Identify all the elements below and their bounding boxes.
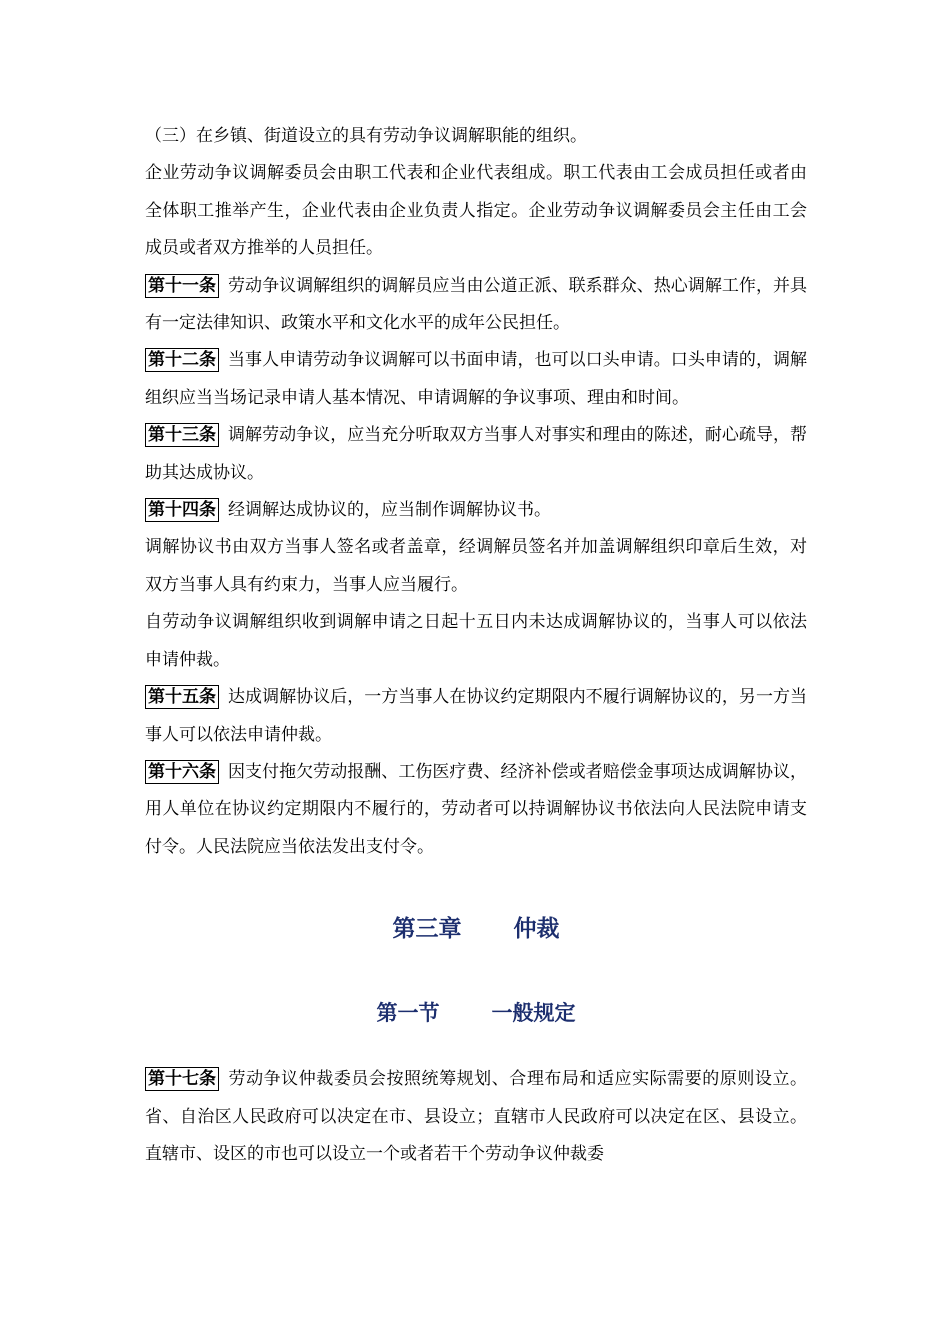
paragraph: 企业劳动争议调解委员会由职工代表和企业代表组成。职工代表由工会成员担任或者由全体职工推举产生，企业代表由企业负责人指定。企业劳动争议调解委员会主任由工会成员或者双方推举的人员担任。 [145, 163, 807, 259]
paragraph: （三）在乡镇、街道设立的具有劳动争议调解职能的组织。 [145, 126, 587, 146]
article-paragraph: 第十四条 经调解达成协议的，应当制作调解协议书。 [145, 492, 807, 529]
chapter-title: 仲裁 [513, 916, 560, 943]
section-title: 一般规定 [491, 1001, 576, 1026]
article-paragraph: 第十三条 调解劳动争议，应当充分听取双方当事人对事实和理由的陈述，耐心疏导，帮助其达成协议。 [145, 425, 807, 483]
chapter-number: 第三章 [392, 916, 462, 943]
article-paragraph: 第十六条 因支付拖欠劳动报酬、工伤医疗费、经济补偿或者赔偿金事项达成调解协议，用人单位在协议约定期限内不履行的，劳动者可以持调解协议书依法向人民法院申请支付令。人民法院应当依法发出支付令。 [145, 761, 807, 857]
section-heading [145, 993, 807, 1033]
article-paragraph: 第十一条 劳动争议调解组织的调解员应当由公道正派、联系群众、热心调解工作，并具有一定法律知识、政策水平和文化水平的成年公民担任。 [145, 275, 807, 334]
article-paragraph: 第十五条 达成调解协议后，一方当事人在协议约定期限内不履行调解协议的，另一方当事人可以依法申请仲裁。 [145, 687, 807, 745]
article-label: 第十三条 [145, 423, 219, 447]
section-number: 第一节 [376, 1001, 440, 1026]
article-label: 第十五条 [145, 685, 219, 709]
paragraph: 调解协议书由双方当事人签名或者盖章，经调解员签名并加盖调解组织印章后生效，对双方当事人具有约束力，当事人应当履行。 [145, 537, 807, 595]
paragraph: 自劳动争议调解组织收到调解申请之日起十五日内未达成调解协议的，当事人可以依法申请仲裁。 [145, 612, 807, 670]
article-label: 第十四条 [145, 498, 219, 522]
article-paragraph: 第十二条 当事人申请劳动争议调解可以书面申请，也可以口头申请。口头申请的，调解组织应当当场记录申请人基本情况、申请调解的争议事项、理由和时间。 [145, 350, 807, 408]
article-label: 第十二条 [145, 348, 219, 372]
article-paragraph: 第十七条 劳动争议仲裁委员会按照统筹规划、合理布局和适应实际需要的原则设立。省、自治区人民政府可以决定在市、县设立；直辖市人民政府可以决定在区、县设立。直辖市、设区的市也可以设立一个或者若干个劳动争议仲裁委 [145, 1069, 807, 1164]
article-label: 第十六条 [145, 760, 219, 784]
article-label: 第十一条 [145, 274, 219, 298]
article-label: 第十七条 [145, 1067, 219, 1091]
document-page [145, 118, 807, 1173]
chapter-heading [145, 909, 807, 949]
